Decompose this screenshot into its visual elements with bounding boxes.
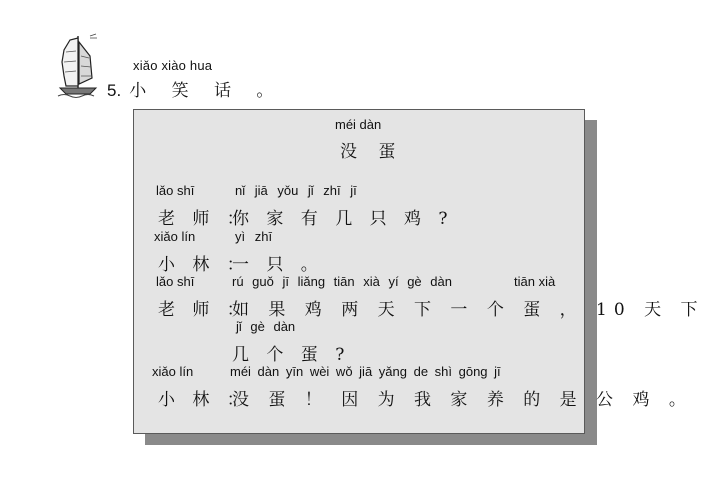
dialogue-3: 如 果 鸡 两 天 下 一 个 蛋 ， 10 天 下 (232, 300, 705, 320)
dialogue-pinyin-1: nǐ jiā yǒu jǐ zhī jī (235, 183, 357, 198)
speaker-3: 老 师 ： (158, 300, 250, 320)
dialogue-pinyin-3c: jǐ gè dàn (236, 319, 296, 334)
dialogue-2: 一 只 。 (232, 255, 324, 275)
dialogue-pinyin-3b: tiān xià (514, 274, 556, 289)
speaker-pinyin-2: xiǎo lín (154, 229, 196, 244)
story-card (133, 109, 705, 434)
dialogue-3-cont: 几 个 蛋 ? (232, 345, 351, 365)
exercise-heading (107, 76, 283, 101)
speaker-pinyin-1: lǎo shī (156, 183, 195, 198)
exercise-number: 5. (107, 81, 122, 100)
exercise-title-pinyin: xiǎo xiào hua (133, 58, 213, 73)
story-title-pinyin: méi dàn (335, 117, 382, 132)
exercise-title: 小 笑 话 。 (129, 81, 284, 101)
dialogue-4: 没 蛋 ！ 因 为 我 家 养 的 是 公 鸡 。 (232, 390, 693, 410)
dialogue-pinyin-4: méi dàn yīn wèi wǒ jiā yǎng de shì gōng jī (230, 364, 501, 379)
dialogue-pinyin-2: yì zhī (235, 229, 273, 244)
speaker-1: 老 师 ： (158, 209, 250, 229)
dialogue-1: 你 家 有 几 只 鸡 ? (232, 209, 454, 229)
sailboat-icon (56, 32, 100, 100)
speaker-2: 小 林 ： (158, 255, 250, 275)
speaker-4: 小 林 ： (158, 390, 250, 410)
story-title: 没 蛋 (340, 142, 404, 162)
speaker-pinyin-4: xiǎo lín (152, 364, 194, 379)
dialogue-pinyin-3: rú guǒ jī liǎng tiān xià yí gè dàn (232, 274, 452, 289)
speaker-pinyin-3: lǎo shī (156, 274, 195, 289)
